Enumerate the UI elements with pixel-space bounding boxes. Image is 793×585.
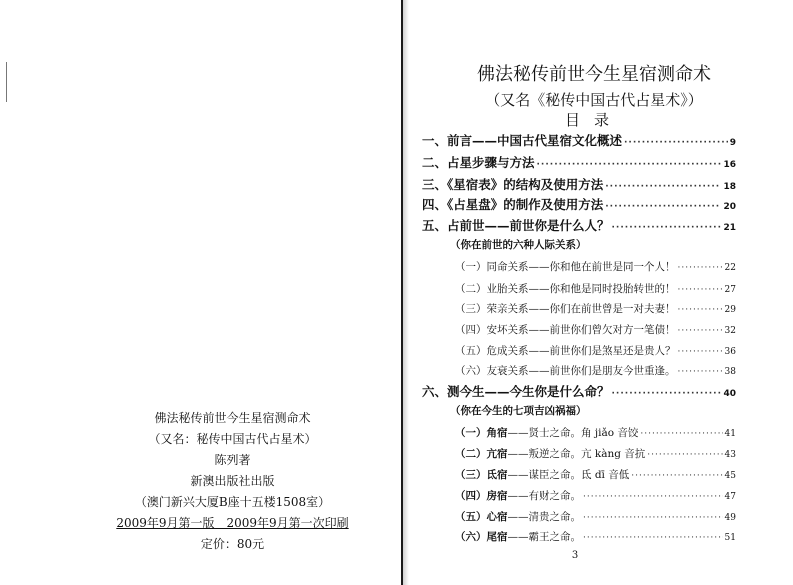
entry-description: ——谋臣之命。氐 dī 音低	[507, 469, 630, 481]
toc-chapter-label: 六、测今生——今生你是什么命？	[422, 384, 610, 399]
mansion-name: 尾宿	[486, 531, 508, 543]
section-six-heading: （你在今生的七项吉凶祸福）	[450, 405, 587, 417]
scan-edge-mark	[6, 62, 7, 102]
entry-number: （五）	[455, 511, 487, 523]
entry-description: ——贤士之命。角 jiǎo 音饺	[507, 427, 639, 439]
page-number: 3	[571, 550, 579, 561]
toc-subentry-label	[455, 508, 581, 526]
toc-subentry	[455, 280, 736, 298]
book-subtitle: （又名《秘传中国古代占星术》）	[485, 91, 703, 109]
dot-leader	[612, 383, 722, 405]
copyright-block	[110, 408, 355, 555]
toc-chapter-label: 一、前言——中国古代星宿文化概述	[422, 133, 623, 148]
toc-chapter-label: 四、《占星盘》的制作及使用方法	[422, 197, 604, 212]
toc-chapter-page: 16	[723, 160, 736, 170]
dot-leader	[583, 488, 723, 506]
toc-subentry	[455, 258, 736, 276]
dot-leader	[678, 301, 723, 319]
copyright-title: 佛法秘传前世今生星宿测命术	[154, 411, 311, 425]
copyright-author: 陈列著	[214, 453, 251, 467]
copyright-publisher: 新澳出版社出版	[190, 474, 275, 488]
toc-chapter-4	[422, 194, 736, 216]
toc-chapter-page: 9	[729, 138, 736, 148]
book-title: 佛法秘传前世今生星宿测命术	[477, 64, 711, 85]
toc-subentry-label	[455, 487, 581, 505]
toc-subentry-page: 51	[724, 533, 736, 543]
mansion-name: 房宿	[486, 490, 508, 502]
entry-number: （二）	[455, 448, 487, 460]
toc-chapter-3	[422, 174, 736, 196]
toc-subentry	[455, 424, 736, 442]
toc-subentry-label	[455, 466, 629, 484]
toc-subentry-label: （六）友衰关系——前世你们是朋友今世重逢。	[455, 365, 676, 377]
toc-subentry-page: 47	[724, 492, 736, 502]
entry-number: （四）	[455, 490, 487, 502]
dot-leader	[583, 529, 723, 547]
mansion-name: 角宿	[486, 427, 508, 439]
toc-subentry-page: 32	[724, 326, 736, 336]
toc-subentry-page: 43	[724, 450, 736, 460]
dot-leader	[537, 154, 722, 176]
dot-leader	[678, 363, 723, 381]
toc-subentry	[455, 466, 736, 484]
toc-subentry	[455, 528, 736, 546]
toc-chapter-page: 40	[723, 389, 736, 399]
toc-subentry	[455, 342, 736, 360]
toc-subentry-label	[455, 528, 581, 546]
toc-subentry-page: 22	[724, 263, 736, 273]
toc-chapter-page: 20	[723, 202, 736, 212]
entry-description: ——霸王之命。	[507, 531, 581, 543]
toc-subentry	[455, 508, 736, 526]
toc-heading: 目录	[564, 111, 623, 129]
toc-subentry-page: 49	[724, 513, 736, 523]
dot-leader	[678, 259, 723, 277]
toc-subentry-label	[455, 424, 638, 442]
toc-subentry-page: 27	[724, 285, 736, 295]
mansion-name: 亢宿	[486, 448, 508, 460]
toc-chapter-label: 三、《星宿表》的结构及使用方法	[422, 177, 604, 192]
toc-subentry-page: 38	[724, 367, 736, 377]
toc-chapter-5	[422, 215, 736, 237]
toc-subentry-page: 41	[724, 429, 736, 439]
dot-leader	[624, 132, 728, 154]
dot-leader	[647, 446, 722, 464]
toc-chapter-2	[422, 152, 736, 174]
toc-subentry	[455, 362, 736, 380]
mansion-name: 心宿	[486, 511, 508, 523]
toc-subentry-label	[455, 445, 645, 463]
dot-leader	[678, 343, 723, 361]
toc-subentry-label: （五）危成关系——前世你们是煞星还是贵人？	[455, 345, 676, 357]
toc-subentry-label: （三）荣亲关系——你们在前世曾是一对夫妻！	[455, 303, 676, 315]
gutter-shadow	[403, 0, 409, 585]
mansion-name: 氐宿	[486, 469, 508, 481]
toc-subentry-page: 45	[724, 471, 736, 481]
dot-leader	[678, 322, 723, 340]
toc-subentry	[455, 300, 736, 318]
copyright-price: 定价：80元	[200, 537, 265, 551]
dot-leader	[583, 509, 723, 527]
toc-subentry-page: 36	[724, 347, 736, 357]
toc-subentry-label: （二）业胎关系——你和他是同时投胎转世的！	[455, 283, 676, 295]
toc-subentry	[455, 487, 736, 505]
entry-number: （一）	[455, 427, 487, 439]
dot-leader	[612, 217, 722, 239]
copyright-edition: 2009年9月第一版 2009年9月第一次印刷	[116, 516, 349, 530]
dot-leader	[631, 467, 722, 485]
toc-chapter-page: 18	[723, 182, 736, 192]
toc-subentry-page: 29	[724, 305, 736, 315]
toc-subentry	[455, 321, 736, 339]
toc-chapter-label: 二、占星步骤与方法	[422, 155, 535, 170]
toc-subentry-label: （一）同命关系——你和他在前世是同一个人！	[455, 261, 676, 273]
toc-subentry	[455, 445, 736, 463]
dot-leader	[640, 425, 722, 443]
copyright-address: （澳门新兴大厦B座十五楼1508室）	[134, 495, 331, 509]
entry-number: （三）	[455, 469, 487, 481]
entry-number: （六）	[455, 531, 487, 543]
toc-subentry-label: （四）安坏关系——前世你们曾欠对方一笔债！	[455, 324, 676, 336]
dot-leader	[678, 281, 723, 299]
entry-description: ——有财之命。	[507, 490, 581, 502]
toc-chapter-label: 五、占前世——前世你是什么人？	[422, 218, 610, 233]
toc-chapter-6	[422, 381, 736, 403]
entry-description: ——清贵之命。	[507, 511, 581, 523]
toc-chapter-1	[422, 130, 736, 152]
toc-chapter-page: 21	[723, 223, 736, 233]
section-five-heading: （你在前世的六种人际关系）	[450, 239, 587, 251]
copyright-alt-title: （又名：秘传中国古代占星术）	[148, 432, 317, 446]
entry-description: ——叛逆之命。亢 kàng 音抗	[507, 448, 646, 460]
